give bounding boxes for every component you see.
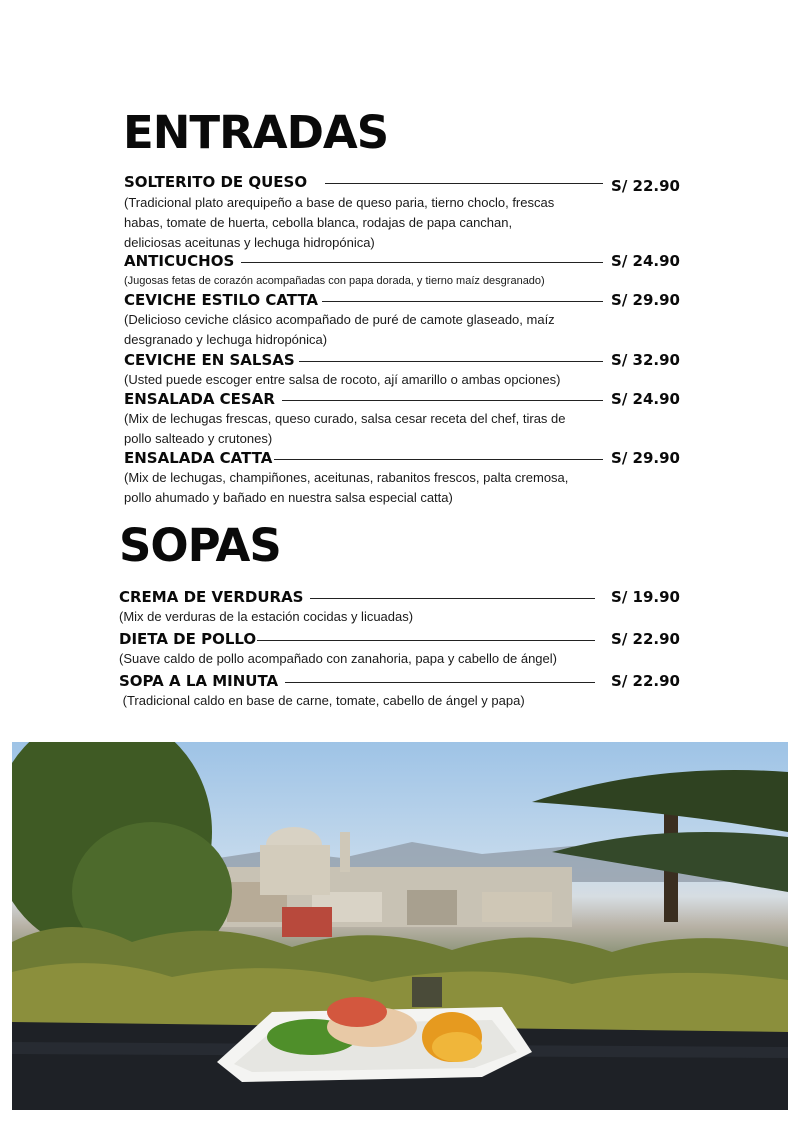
menu-item-sopa-minuta bbox=[119, 674, 680, 711]
item-description: (Usted puede escoger entre salsa de rocoto, ají amarillo o ambas opciones) bbox=[124, 372, 561, 387]
dotted-rule bbox=[257, 640, 595, 641]
rooftop-food-photo bbox=[12, 742, 788, 1110]
dotted-rule bbox=[299, 361, 603, 362]
entradas-title: ENTRADAS bbox=[123, 106, 389, 159]
item-price: S/ 32.90 bbox=[611, 351, 680, 369]
item-name: CEVICHE EN SALSAS bbox=[124, 351, 295, 369]
item-price: S/ 29.90 bbox=[611, 449, 680, 467]
item-description: (Tradicional plato arequipeño a base de queso paria, tierno choclo, frescas habas, tomate de huerta, cebolla blanca, rodajas de papa canchan, deliciosas aceitunas y lechuga hidropónica) bbox=[124, 195, 555, 250]
item-price: S/ 29.90 bbox=[611, 291, 680, 309]
item-name: SOLTERITO DE QUESO bbox=[124, 173, 308, 191]
sopas-title: SOPAS bbox=[119, 519, 281, 572]
item-name: ENSALADA CESAR bbox=[124, 390, 275, 408]
item-description: (Suave caldo de pollo acompañado con zanahoria, papa y cabello de ángel) bbox=[119, 651, 557, 666]
menu-item-crema-verduras bbox=[119, 590, 680, 627]
item-name: ANTICUCHOS bbox=[124, 252, 235, 270]
item-price: S/ 22.90 bbox=[611, 630, 680, 648]
dotted-rule bbox=[322, 301, 603, 302]
item-price: S/ 24.90 bbox=[611, 252, 680, 270]
dotted-rule bbox=[325, 183, 603, 184]
menu-item-dieta-pollo bbox=[119, 632, 680, 669]
item-price: S/ 24.90 bbox=[611, 390, 680, 408]
dotted-rule bbox=[241, 262, 603, 263]
dotted-rule bbox=[310, 598, 595, 599]
menu-item-ensalada-cesar bbox=[124, 392, 680, 449]
item-description: (Mix de lechugas, champiñones, aceitunas, rabanitos frescos, palta cremosa, pollo ahumado y bañado en nuestra salsa especial catta) bbox=[124, 470, 569, 505]
menu-item-solterito bbox=[124, 175, 680, 253]
item-name: SOPA A LA MINUTA bbox=[119, 672, 279, 690]
item-price: S/ 19.90 bbox=[611, 588, 680, 606]
item-description: (Mix de verduras de la estación cocidas y licuadas) bbox=[119, 609, 414, 624]
item-description: (Tradicional caldo en base de carne, tomate, cabello de ángel y papa) bbox=[119, 693, 525, 708]
item-price: S/ 22.90 bbox=[611, 672, 680, 690]
dotted-rule bbox=[274, 459, 603, 460]
menu-item-ceviche-catta bbox=[124, 293, 680, 350]
item-description: (Delicioso ceviche clásico acompañado de puré de camote glaseado, maíz desgranado y lechuga hidropónica) bbox=[124, 312, 555, 347]
menu-item-ensalada-catta bbox=[124, 451, 680, 508]
item-name: DIETA DE POLLO bbox=[119, 630, 257, 648]
menu-item-anticuchos bbox=[124, 254, 680, 291]
item-name: CEVICHE ESTILO CATTA bbox=[124, 291, 319, 309]
item-name: CREMA DE VERDURAS bbox=[119, 588, 304, 606]
photo-illustration bbox=[12, 742, 788, 1110]
menu-item-ceviche-salsas bbox=[124, 353, 680, 390]
dotted-rule bbox=[282, 400, 603, 401]
item-description: (Mix de lechugas frescas, queso curado, salsa cesar receta del chef, tiras de pollo salteado y crutones) bbox=[124, 411, 566, 446]
item-description: (Jugosas fetas de corazón acompañadas con papa dorada, y tierno maíz desgranado) bbox=[124, 275, 545, 287]
item-name: ENSALADA CATTA bbox=[124, 449, 273, 467]
dotted-rule bbox=[285, 682, 595, 683]
item-price: S/ 22.90 bbox=[611, 177, 680, 195]
